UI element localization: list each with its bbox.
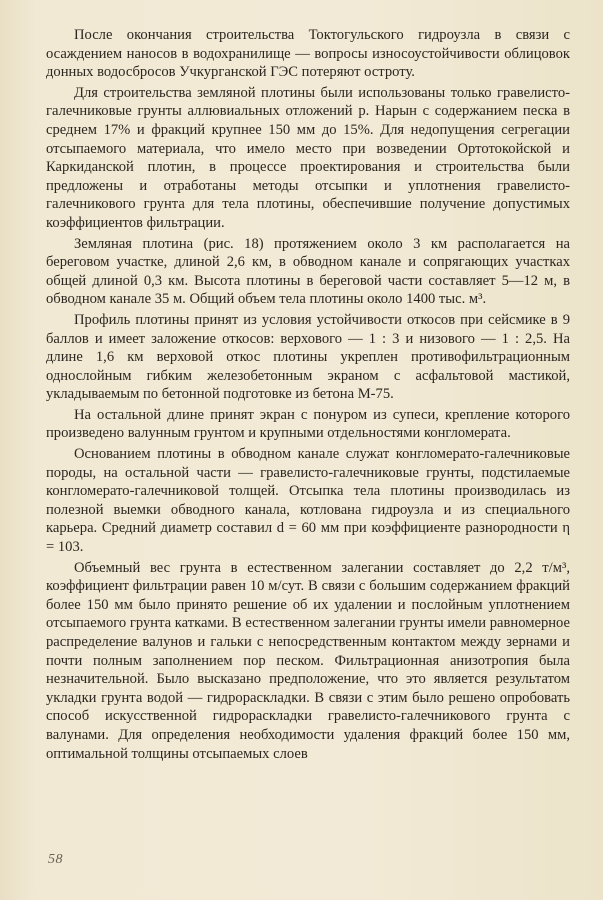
paragraph-4: Профиль плотины принят из условия устойчивости откосов при сейсмике в 9 баллов и имеет заложение откосов: верхового — 1 : 3 и низового — 1 : 2,5. На длине 1,6 км верховой откос плотины укреплен противофильтрационным однослойным гибким железобетонным экраном с асфальтовой мастикой, укладываемым по бетонной подготовке из бетона М-75. [46, 311, 570, 403]
body-text [46, 26, 570, 765]
paragraph-7: Объемный вес грунта в естественном залегании составляет до 2,2 т/м³, коэффициент фильтрации равен 10 м/сут. В связи с большим содержанием фракций более 150 мм было принято решение об их удалении и послойным уплотнением отсыпаемого грунта катками. В естественном залегании грунты имели равномерное распределение валунов и гальки с непосредственным контактом между зернами и почти полным заполнением пор песком. Фильтрационная анизотропия была незначительной. Было высказано предположение, что это является результатом укладки грунта водой — гидрораскладки. В связи с этим было решено опробовать способ искусственной гидрораскладки гравелисто-галечникового грунта с валунами. Для определения необходимости удаления фракций более 150 мм, оптимальной толщины отсыпаемых слоев [46, 559, 570, 762]
paragraph-3: Земляная плотина (рис. 18) протяжением около 3 км располагается на береговом участке, длиной 2,6 км, в обводном канале и сопрягающих участках общей длиной 0,3 км. Высота плотины в береговой части составляет 5—12 м, в обводном канале 35 м. Общий объем тела плотины около 1400 тыс. м³. [46, 235, 570, 308]
paragraph-1: После окончания строительства Токтогульского гидроузла в связи с осаждением наносов в водохранилище — вопросы износоустойчивости облицовок донных водосбросов Учкурганской ГЭС потеряют остроту. [46, 27, 570, 81]
paragraph-2: Для строительства земляной плотины были использованы только гравелисто-галечниковые грунты аллювиальных отложений р. Нарын с содержанием песка в среднем 17% и фракций крупнее 150 мм до 15%. Для недопущения сегрегации отсыпаемого материала, что имело место при возведении Ортотокойской и Каркиданской плотин, в процессе проектирования и строительства были предложены и отработаны методы отсыпки и уплотнения гравелисто-галечникового грунта для тела плотины, обеспечившие получение допустимых коэффициентов фильтрации. [46, 84, 570, 231]
page-number: 58 [48, 852, 63, 867]
paragraph-6: Основанием плотины в обводном канале служат конгломерато-галечниковые породы, на остальной части — гравелисто-галечниковые грунты, подстилаемые конгломерато-галечниковой толщей. Отсыпка тела плотины производилась из полезной выемки обводного канала, котлована гидроузла и из специального карьера. Средний диаметр составил d = 60 мм при коэффициенте разнородности η = 103. [46, 446, 570, 556]
paragraph-5: На остальной длине принят экран с понуром из супеси, крепление которого произведено валунным грунтом и крупными отдельностями конгломерата. [46, 406, 570, 442]
